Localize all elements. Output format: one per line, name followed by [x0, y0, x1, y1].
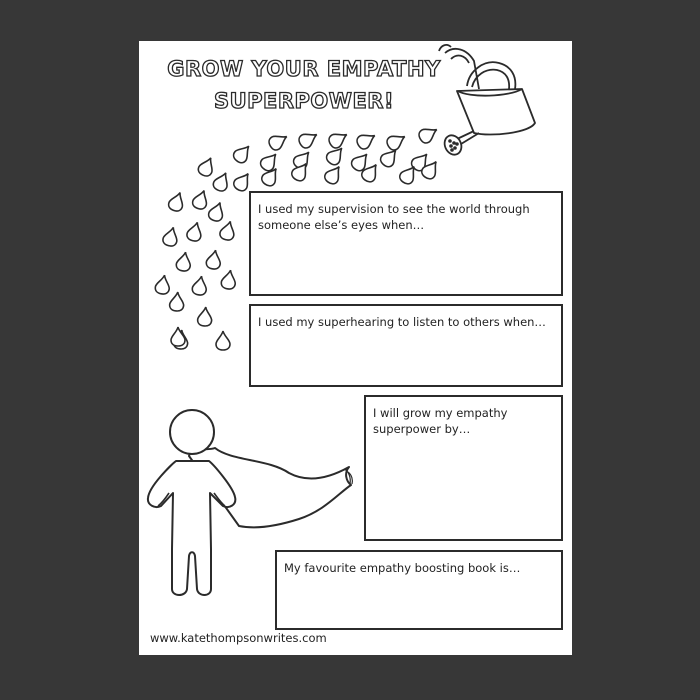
water-drop-icon	[169, 291, 185, 311]
water-drop-icon	[196, 155, 217, 178]
page-title-line2: SUPERPOWER!	[213, 89, 395, 113]
water-drop-icon	[219, 219, 237, 241]
prompt-label: I will grow my empathy superpower by…	[373, 406, 508, 436]
water-drop-icon	[267, 130, 290, 152]
water-drop-icon	[175, 251, 192, 272]
water-drop-icon	[205, 249, 222, 270]
water-drop-icon	[186, 220, 204, 242]
page-title: GROW YOUR EMPATHY	[167, 57, 441, 81]
water-drop-icon	[167, 190, 187, 213]
water-drop-icon	[220, 269, 237, 290]
water-drop-icon	[323, 163, 345, 187]
water-drop-icon	[162, 225, 180, 247]
prompt-label: My favourite empathy boosting book is…	[284, 561, 521, 575]
website-footer: www.katethompsonwrites.com	[150, 631, 327, 645]
watering-can-icon	[439, 45, 535, 158]
prompt-box-supervision[interactable]	[249, 191, 563, 296]
prompt-label: I used my superhearing to listen to others when…	[258, 315, 546, 329]
water-drop-icon	[232, 170, 254, 194]
water-drop-icon	[216, 331, 230, 350]
water-drop-icon	[258, 150, 281, 174]
prompt-box-superhearing[interactable]	[249, 304, 563, 387]
prompt-box-favourite-book[interactable]	[275, 550, 563, 630]
water-drop-icon	[327, 128, 350, 150]
prompt-label: I used my supervision to see the world through someone else’s eyes when…	[258, 202, 530, 232]
worksheet-page	[139, 41, 572, 655]
water-drop-icon	[231, 142, 254, 166]
water-drop-icon	[211, 170, 232, 193]
water-drop-icon	[154, 274, 171, 295]
prompt-box-grow-empathy[interactable]	[364, 395, 563, 541]
water-drop-icon	[355, 129, 378, 151]
water-drop-icon	[297, 128, 320, 150]
water-drop-icon	[191, 188, 211, 211]
water-drop-icon	[191, 275, 208, 296]
water-drop-icon	[385, 130, 408, 152]
water-drop-icon	[207, 200, 227, 223]
water-drop-icon	[171, 327, 185, 346]
water-drop-icon	[417, 123, 440, 145]
water-drop-icon	[197, 306, 213, 326]
